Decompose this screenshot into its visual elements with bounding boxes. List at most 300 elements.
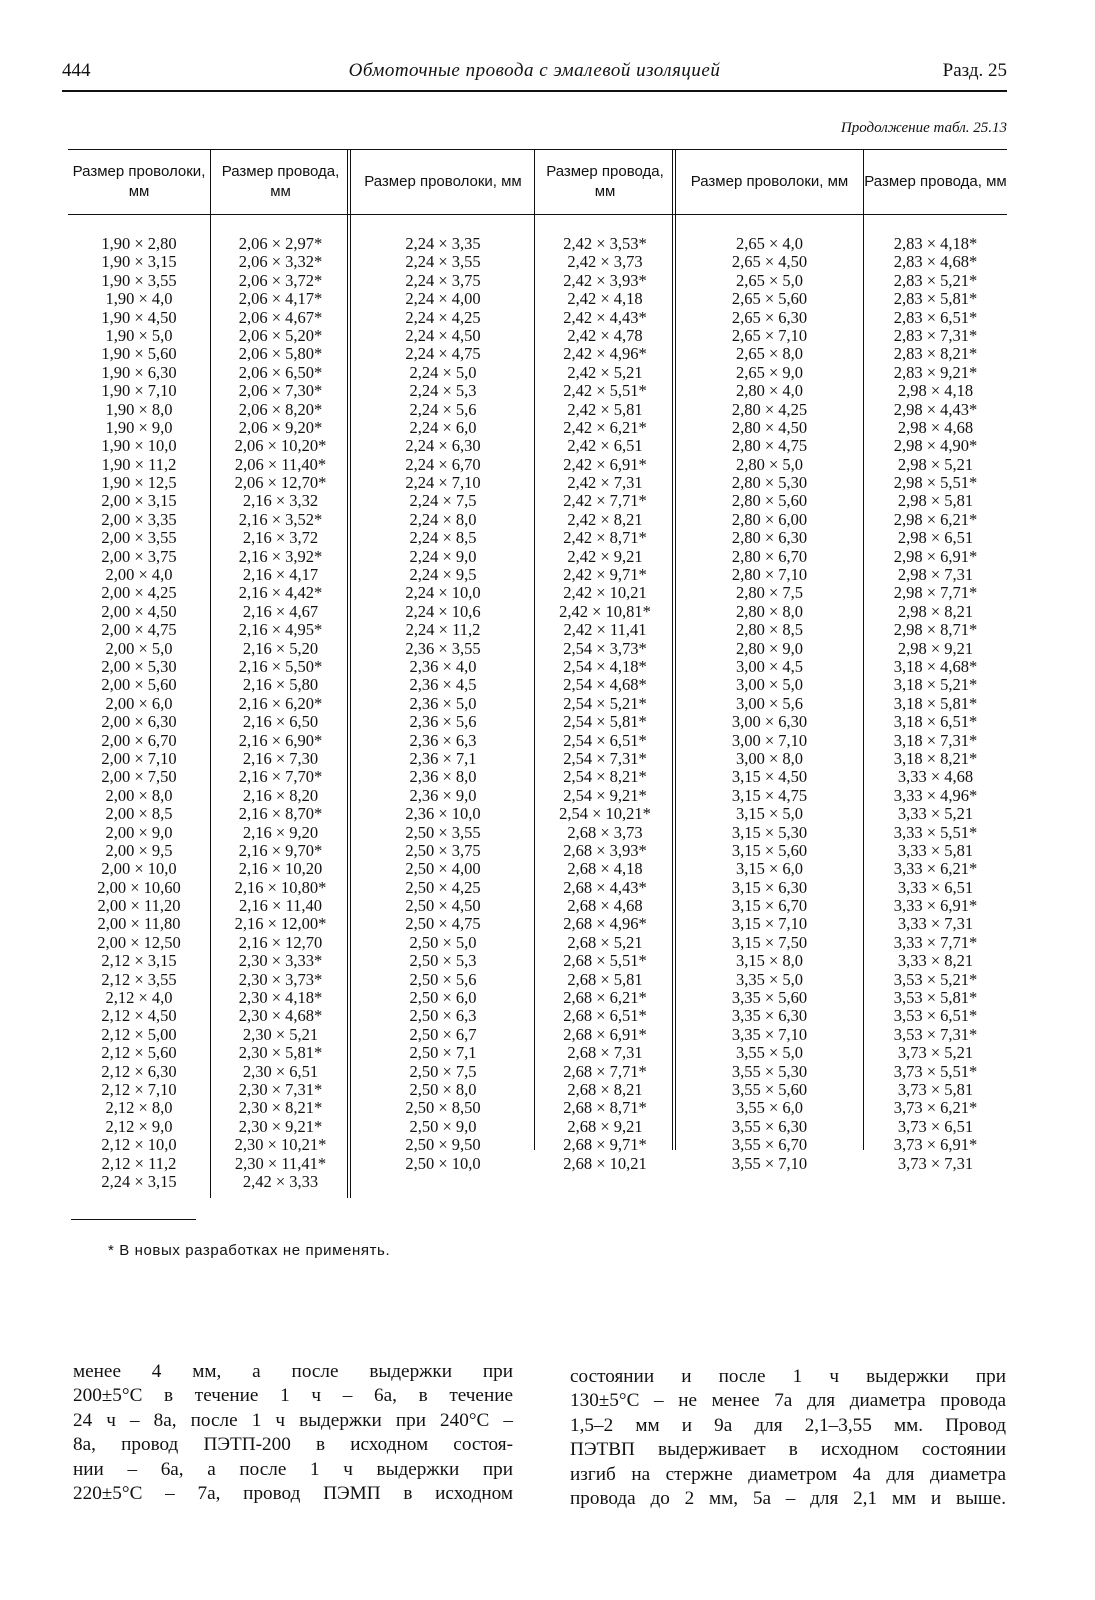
table-cell: 2,24 × 4,00 [405,289,481,309]
table-cell: 2,30 × 7,31* [238,1079,323,1099]
table-cell: 2,68 × 5,81 [567,969,643,989]
table-cell: 2,54 × 9,21* [563,785,647,805]
table-cell: 3,33 × 5,51* [893,822,978,842]
table-cell: 2,98 × 4,68 [897,417,974,437]
table-column-1 [68,150,210,1198]
table-cell: 3,15 × 5,30 [731,822,808,842]
table-cell: 3,15 × 4,75 [731,785,808,805]
table-cell: 3,55 × 6,70 [731,1135,808,1155]
table-cell: 2,12 × 6,30 [101,1061,177,1081]
table-cell: 2,12 × 7,10 [101,1079,177,1099]
table-cell: 2,16 × 7,70* [238,767,323,787]
text-line: 1,5–2 мм и 9a для 2,1–3,55 мм. Провод [570,1414,1006,1436]
table-cell: 2,50 × 9,0 [409,1116,477,1136]
table-column-4 [535,150,675,1198]
table-cell: 2,24 × 5,6 [409,399,477,419]
table-cell: 2,50 × 8,0 [409,1079,477,1099]
text-line: 8a, провод ПЭТП-200 в исходном состоя- [73,1434,513,1456]
table-cell: 2,00 × 9,5 [105,840,173,860]
table-cell: 2,12 × 4,50 [101,1006,177,1026]
table-cell: 2,50 × 4,00 [405,859,481,879]
table-cell: 2,36 × 9,0 [409,785,477,805]
table-cell: 2,80 × 5,30 [731,473,808,493]
text-line: 24 ч – 8a, после 1 ч выдержки при 240°С – [73,1409,513,1431]
table-cell: 2,36 × 4,5 [409,675,477,695]
table-cell: 2,54 × 6,51* [563,730,647,750]
footnote: * В новых разработках не применять. [108,1242,391,1259]
page-number: 444 [62,60,91,81]
table-cell: 2,50 × 5,6 [409,969,477,989]
table-cell: 2,06 × 8,20* [238,399,323,419]
table-cell: 3,33 × 4,96* [893,785,978,805]
table-cell: 2,80 × 9,0 [735,638,804,658]
table-cell: 2,06 × 9,20* [238,417,323,437]
table-cell: 2,98 × 8,71* [893,620,978,640]
table-cell: 2,24 × 8,0 [409,509,477,529]
table-cell: 2,80 × 8,0 [735,601,804,621]
table-cell: 3,33 × 7,71* [893,932,978,952]
table-cell: 1,90 × 3,15 [101,252,177,272]
table-cell: 2,98 × 7,31 [897,565,974,585]
text-line: состоянии и после 1 ч выдержки при [570,1366,1006,1387]
table-cell: 2,80 × 5,60 [731,491,808,511]
table-cell: 3,00 × 5,0 [735,675,804,695]
table-cell: 2,98 × 5,51* [893,473,978,493]
table-cell: 2,42 × 3,73 [567,252,643,272]
text-line: 200±5°С в течение 1 ч – 6a, в течение [73,1385,513,1407]
table-cell: 2,30 × 3,33* [238,951,323,971]
table-cell: 2,65 × 9,0 [735,362,804,382]
table-cell: 2,83 × 6,51* [893,307,978,327]
table-cell: 2,00 × 8,0 [105,785,173,805]
column-values [68,235,210,1191]
table-cell: 2,65 × 5,0 [735,270,804,290]
table-cell: 2,24 × 9,0 [409,546,477,566]
table-cell: 3,15 × 7,50 [731,932,808,952]
table-cell: 3,18 × 5,81* [893,693,978,713]
table-cell: 2,83 × 4,68* [893,252,978,272]
table-cell: 2,80 × 5,0 [735,454,804,474]
table-cell: 3,15 × 6,0 [735,859,804,879]
table-cell: 2,50 × 5,0 [409,932,477,952]
table-cell: 2,30 × 9,21* [238,1116,323,1136]
section-label: Разд. 25 [942,60,1007,81]
table-cell: 1,90 × 6,30 [101,362,177,382]
column-header: Размер провода, мм [546,163,664,200]
table-cell: 2,24 × 10,0 [405,583,481,603]
table-cell: 2,65 × 6,30 [731,307,808,327]
table-cell: 2,42 × 4,18 [567,289,643,309]
table-cell: 3,53 × 5,81* [893,988,978,1008]
table-cell: 2,24 × 4,50 [405,325,481,345]
column-divider [210,150,211,1198]
table-cell: 2,30 × 10,21* [234,1135,327,1155]
column-divider [347,150,351,1198]
table-cell: 2,24 × 3,55 [405,252,481,272]
table-cell: 2,80 × 7,10 [731,565,808,585]
table-cell: 2,50 × 7,5 [409,1061,477,1081]
table-cell: 2,42 × 10,21 [563,583,647,603]
table-cell: 3,53 × 5,21* [893,969,978,989]
table-cell: 2,42 × 8,71* [563,528,647,548]
table-cell: 2,16 × 6,20* [238,693,323,713]
table-cell: 2,16 × 8,70* [238,804,323,824]
table-cell: 2,65 × 7,10 [731,325,808,345]
table-cell: 2,83 × 5,81* [893,289,978,309]
table-cell: 2,42 × 6,91* [563,454,647,474]
table-cell: 2,16 × 5,50* [238,656,323,676]
table-continuation-label: Продолжение табл. 25.13 [840,120,1007,136]
table-cell: 2,50 × 9,50 [405,1135,481,1155]
table-cell: 2,50 × 10,0 [405,1153,481,1173]
table-cell: 2,00 × 3,55 [101,528,177,548]
table-cell: 1,90 × 12,5 [101,473,177,493]
table-cell: 3,35 × 7,10 [731,1024,808,1044]
table-cell: 2,06 × 3,32* [238,252,323,272]
table-cell: 3,15 × 4,50 [731,767,808,787]
table-cell: 2,42 × 5,81 [567,399,643,419]
table-cell: 3,33 × 6,21* [893,859,978,879]
table-cell: 2,00 × 6,0 [105,693,173,713]
table-cell: 2,98 × 6,91* [893,546,978,566]
table-cell: 2,24 × 6,70 [405,454,481,474]
table-cell: 2,12 × 5,00 [101,1024,177,1044]
table-cell: 3,00 × 7,10 [731,730,808,750]
table-cell: 1,90 × 5,0 [105,325,173,345]
table-cell: 3,73 × 5,81 [897,1079,974,1099]
table-cell: 2,68 × 5,21 [567,932,643,952]
table-cell: 2,42 × 3,33 [242,1171,319,1191]
text-line: провода до 2 мм, 5a – для 2,1 мм и выше. [570,1487,1006,1509]
table-cell: 2,54 × 3,73* [563,638,647,658]
table-cell: 3,53 × 7,31* [893,1024,978,1044]
table-cell: 2,68 × 3,93* [563,840,647,860]
table-cell: 2,16 × 9,20 [242,822,319,842]
table-cell: 2,54 × 4,68* [563,675,647,695]
table-cell: 2,24 × 7,10 [405,473,481,493]
table-cell: 3,00 × 8,0 [735,748,804,768]
table-cell: 2,06 × 5,80* [238,344,323,364]
table-cell: 2,06 × 12,70* [234,473,327,493]
table-cell: 2,98 × 6,51 [897,528,974,548]
table-cell: 1,90 × 7,10 [101,381,177,401]
table-cell: 2,68 × 4,68 [567,896,643,916]
table-cell: 2,80 × 6,30 [731,528,808,548]
table-cell: 2,16 × 3,32 [242,491,319,511]
table-cell: 1,90 × 2,80 [101,234,177,253]
table-cell: 2,16 × 3,52* [238,509,323,529]
table-cell: 2,30 × 5,81* [238,1043,323,1063]
table-cell: 3,33 × 5,81 [897,840,974,860]
table-cell: 2,12 × 3,15 [101,951,177,971]
table-cell: 2,54 × 5,21* [563,693,647,713]
table-cell: 2,54 × 7,31* [563,748,647,768]
table-cell: 2,36 × 5,6 [409,712,477,732]
table-cell: 2,50 × 5,3 [409,951,477,971]
table-cell: 2,68 × 4,96* [563,914,647,934]
table-cell: 3,18 × 7,31* [893,730,978,750]
table-cell: 2,06 × 3,72* [238,270,323,290]
table-cell: 2,98 × 9,21 [897,638,974,658]
column-divider [863,150,864,1150]
table-cell: 2,16 × 3,72 [242,528,319,548]
table-cell: 3,33 × 4,68 [897,767,974,787]
table-cell: 2,98 × 6,21* [893,509,978,529]
table-cell: 2,42 × 5,21 [567,362,643,382]
table-cell: 2,16 × 7,30 [242,748,319,768]
text-line: 220±5°С – 7a, провод ПЭМП в исходном [73,1482,513,1504]
table-cell: 2,50 × 4,50 [405,896,481,916]
table-cell: 3,33 × 8,21 [897,951,974,971]
table-cell: 2,80 × 7,5 [735,583,804,603]
table-cell: 1,90 × 8,0 [105,399,173,419]
table-cell: 2,00 × 6,70 [101,730,177,750]
table-cell: 2,12 × 4,0 [105,988,173,1008]
table-cell: 3,18 × 4,68* [893,656,978,676]
table-cell: 2,24 × 5,3 [409,381,477,401]
table-cell: 2,42 × 4,96* [563,344,647,364]
table-cell: 3,73 × 5,51* [893,1061,978,1081]
table-cell: 1,90 × 9,0 [105,417,173,437]
table-cell: 2,30 × 4,68* [238,1006,323,1026]
table-cell: 2,42 × 9,71* [563,565,647,585]
table-cell: 2,98 × 7,71* [893,583,978,603]
table-cell: 2,36 × 8,0 [409,767,477,787]
table-cell: 3,35 × 5,60 [731,988,808,1008]
text-line: 130±5°С – не менее 7a для диаметра провода [570,1390,1006,1412]
table-cell: 2,80 × 4,25 [731,399,808,419]
table-cell: 2,36 × 4,0 [409,656,477,676]
table-cell: 3,15 × 7,10 [731,914,808,934]
table-cell: 2,50 × 6,0 [409,988,477,1008]
column-values [864,235,1007,1173]
table-cell: 2,30 × 6,51 [242,1061,319,1081]
table-cell: 2,50 × 4,75 [405,914,481,934]
table-cell: 2,68 × 6,51* [563,1006,647,1026]
table-cell: 2,06 × 6,50* [238,362,323,382]
table-cell: 2,80 × 6,00 [731,509,808,529]
table-cell: 2,30 × 3,73* [238,969,323,989]
table-cell: 3,55 × 5,60 [731,1079,808,1099]
table-cell: 2,50 × 8,50 [405,1098,481,1118]
table-cell: 3,00 × 6,30 [731,712,808,732]
table-cell: 3,73 × 7,31 [897,1153,974,1173]
table-cell: 2,16 × 4,17 [242,565,319,585]
table-cell: 2,06 × 4,67* [238,307,323,327]
table-cell: 2,00 × 3,15 [101,491,177,511]
table-cell: 2,30 × 5,21 [242,1024,319,1044]
table-cell: 2,12 × 11,2 [101,1153,177,1173]
table-cell: 3,15 × 6,30 [731,877,808,897]
table-cell: 2,24 × 6,0 [409,417,477,437]
table-cell: 2,24 × 8,5 [409,528,477,548]
table-cell: 1,90 × 3,55 [101,270,177,290]
table-cell: 2,30 × 11,41* [234,1153,327,1173]
table-cell: 2,42 × 7,71* [563,491,647,511]
column-divider [534,150,535,1150]
column-header: Размер проволоки, мм [690,173,849,190]
table-cell: 2,00 × 5,0 [105,638,173,658]
text-line: изгиб на стержне диаметром 4a для диаметра [570,1463,1006,1485]
table-cell: 2,42 × 6,51 [567,436,643,456]
table-cell: 1,90 × 4,0 [105,289,173,309]
table-cell: 3,15 × 5,60 [731,840,808,860]
table-cell: 2,80 × 4,50 [731,417,808,437]
table-cell: 2,98 × 4,18 [897,381,974,401]
table-cell: 2,36 × 6,3 [409,730,477,750]
table-cell: 2,16 × 3,92* [238,546,323,566]
table-cell: 2,83 × 4,18* [893,234,978,253]
table-cell: 2,00 × 12,50 [97,932,181,952]
table-cell: 2,42 × 4,43* [563,307,647,327]
table-column-6 [864,150,1007,1198]
table-cell: 2,42 × 11,41 [563,620,647,640]
table-cell: 2,16 × 9,70* [238,840,323,860]
table-column-3 [351,150,535,1198]
table-cell: 2,68 × 6,91* [563,1024,647,1044]
table-cell: 2,00 × 5,30 [101,656,177,676]
table-cell: 2,16 × 6,90* [238,730,323,750]
table-cell: 1,90 × 4,50 [101,307,177,327]
table-cell: 3,33 × 5,21 [897,804,974,824]
text-line: нии – 6a, а после 1 ч выдержки при [73,1458,513,1480]
text-line: менее 4 мм, а после выдержки при [73,1361,513,1382]
table-cell: 2,68 × 10,21 [563,1153,647,1173]
table-cell: 2,00 × 4,50 [101,601,177,621]
table-cell: 2,42 × 10,81* [559,601,651,621]
table-cell: 3,73 × 5,21 [897,1043,974,1063]
column-values [351,235,535,1173]
table-cell: 3,18 × 8,21* [893,748,978,768]
table-cell: 3,33 × 6,91* [893,896,978,916]
table-cell: 1,90 × 11,2 [101,454,177,474]
table-cell: 2,16 × 6,50 [242,712,319,732]
column-header: Размер проволоки, мм [364,173,522,190]
table-cell: 2,36 × 3,55 [405,638,481,658]
table-cell: 2,68 × 7,71* [563,1061,647,1081]
table-cell: 2,42 × 3,53* [563,234,647,253]
table-cell: 3,35 × 6,30 [731,1006,808,1026]
column-header: Размер проволоки, мм [72,163,206,200]
table-cell: 2,83 × 5,21* [893,270,978,290]
column-values [535,235,675,1173]
table-cell: 3,73 × 6,21* [893,1098,978,1118]
table-cell: 3,73 × 6,91* [893,1135,978,1155]
table-cell: 3,18 × 5,21* [893,675,978,695]
wire-size-table [68,149,1007,1198]
table-cell: 2,00 × 5,60 [101,675,177,695]
table-cell: 2,16 × 10,80* [234,877,327,897]
table-cell: 2,24 × 11,2 [405,620,481,640]
running-header [62,56,1007,92]
table-cell: 2,16 × 4,42* [238,583,323,603]
table-cell: 2,00 × 3,75 [101,546,177,566]
table-cell: 2,54 × 10,21* [559,804,651,824]
table-cell: 2,00 × 6,30 [101,712,177,732]
table-cell: 3,53 × 6,51* [893,1006,978,1026]
table-cell: 2,16 × 5,20 [242,638,319,658]
table-cell: 2,68 × 7,31 [567,1043,643,1063]
table-cell: 2,42 × 5,51* [563,381,647,401]
table-cell: 2,16 × 5,80 [242,675,319,695]
table-cell: 2,42 × 6,21* [563,417,647,437]
table-cell: 2,80 × 4,75 [731,436,808,456]
footnote-rule [71,1219,196,1220]
column-header: Размер провода, мм [864,173,1007,190]
table-cell: 2,42 × 3,93* [563,270,647,290]
table-cell: 2,00 × 7,10 [101,748,177,768]
table-cell: 2,80 × 6,70 [731,546,808,566]
table-cell: 2,16 × 12,70 [238,932,323,952]
table-cell: 2,00 × 4,25 [101,583,177,603]
table-cell: 1,90 × 5,60 [101,344,177,364]
table-cell: 2,24 × 5,0 [409,362,477,382]
column-values [675,235,864,1173]
column-header: Размер провода, мм [221,163,340,200]
table-cell: 3,55 × 5,0 [735,1043,804,1063]
table-cell: 2,00 × 8,5 [105,804,173,824]
table-cell: 2,68 × 8,71* [563,1098,647,1118]
table-cell: 2,30 × 4,18* [238,988,323,1008]
text-line: ПЭТВП выдерживает в исходном состоянии [570,1439,1006,1461]
table-cell: 2,24 × 4,75 [405,344,481,364]
table-cell: 2,16 × 11,40 [239,896,322,916]
table-cell: 2,50 × 7,1 [409,1043,477,1063]
table-cell: 2,24 × 9,5 [409,565,477,585]
table-cell: 2,80 × 4,0 [735,381,804,401]
table-cell: 2,36 × 5,0 [409,693,477,713]
table-cell: 3,35 × 5,0 [735,969,804,989]
table-cell: 3,55 × 5,30 [731,1061,808,1081]
table-cell: 3,55 × 6,0 [735,1098,804,1118]
table-cell: 2,06 × 2,97* [238,234,323,253]
table-cell: 2,00 × 4,75 [101,620,177,640]
table-cell: 3,73 × 6,51 [897,1116,974,1136]
table-cell: 2,12 × 10,0 [101,1135,177,1155]
table-cell: 2,65 × 8,0 [735,344,804,364]
table-cell: 2,68 × 9,71* [563,1135,647,1155]
table-cell: 2,83 × 7,31* [893,325,978,345]
table-cell: 2,12 × 9,0 [105,1116,173,1136]
table-cell: 2,68 × 5,51* [563,951,647,971]
column-values [210,235,351,1191]
table-cell: 2,12 × 3,55 [101,969,177,989]
table-cell: 2,24 × 7,5 [409,491,477,511]
table-cell: 3,00 × 4,5 [735,656,804,676]
table-cell: 2,98 × 5,81 [897,491,974,511]
table-cell: 2,24 × 6,30 [405,436,481,456]
table-cell: 3,55 × 7,10 [731,1153,808,1173]
column-divider [672,150,676,1150]
table-cell: 2,12 × 5,60 [101,1043,177,1063]
table-cell: 2,16 × 10,20 [238,859,323,879]
table-cell: 2,24 × 10,6 [405,601,481,621]
table-cell: 2,16 × 4,67 [242,601,319,621]
table-cell: 3,33 × 7,31 [897,914,974,934]
table-cell: 2,68 × 9,21 [567,1116,643,1136]
table-cell: 2,24 × 3,75 [405,270,481,290]
table-cell: 2,98 × 4,43* [893,399,978,419]
table-cell: 2,06 × 4,17* [238,289,323,309]
table-cell: 2,00 × 7,50 [101,767,177,787]
body-text-right [570,1365,1006,1511]
table-cell: 2,30 × 8,21* [238,1098,323,1118]
table-cell: 3,55 × 6,30 [731,1116,808,1136]
table-cell: 2,50 × 6,3 [409,1006,477,1026]
table-cell: 2,68 × 3,73 [567,822,643,842]
table-cell: 2,42 × 4,78 [567,325,643,345]
table-cell: 2,24 × 4,25 [405,307,481,327]
